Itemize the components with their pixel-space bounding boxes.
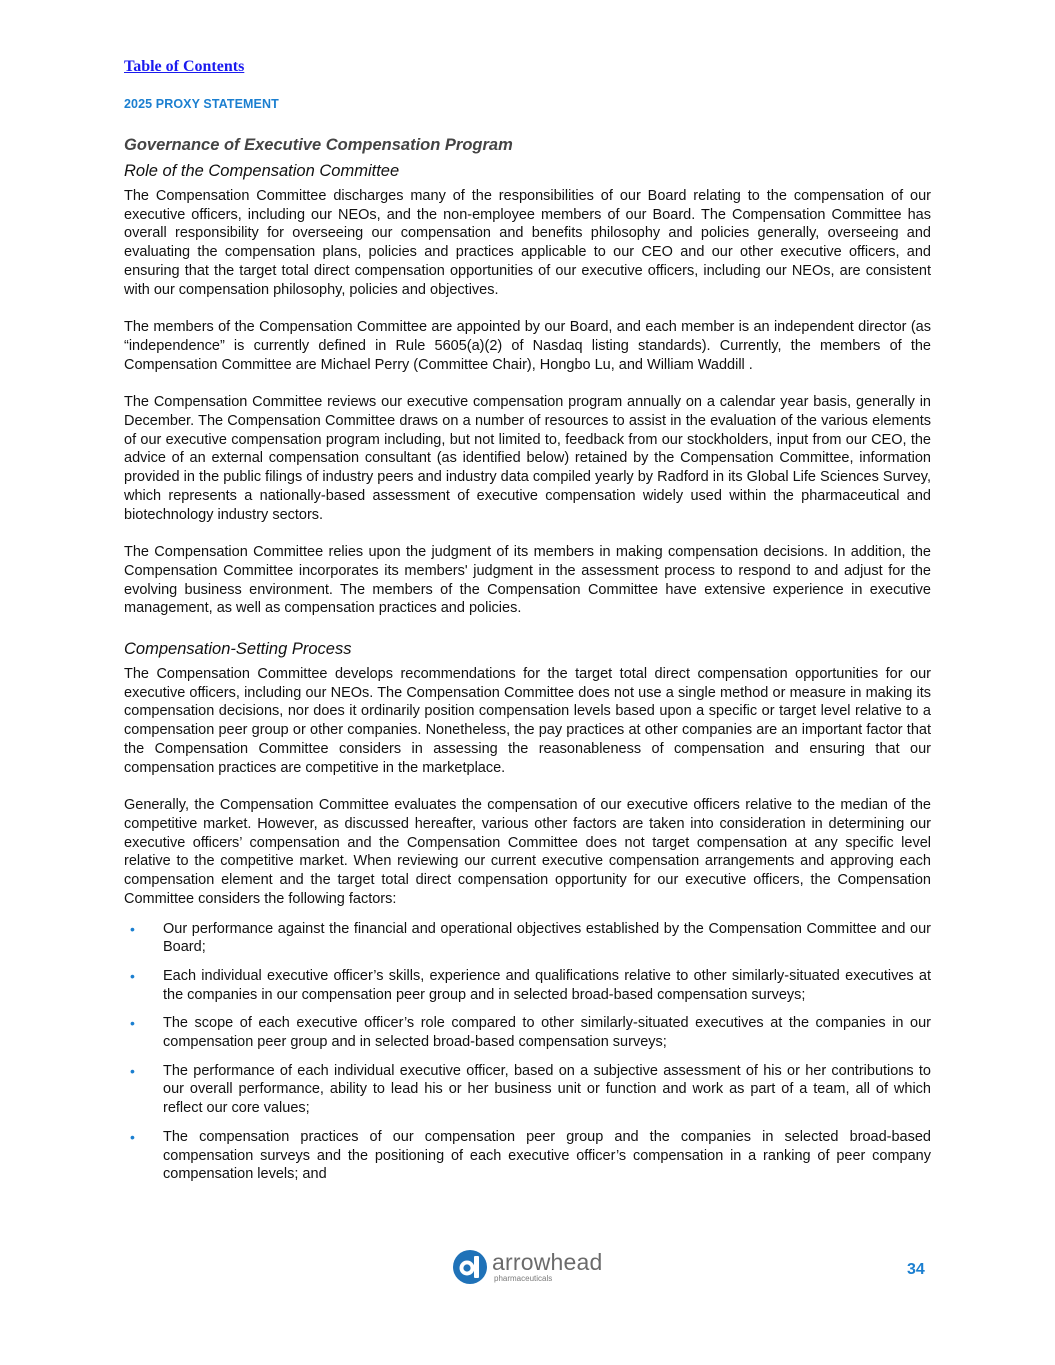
role-paragraph-4: The Compensation Committee relies upon the judgment of its members in making compensation decisions. In addition, the Compensation Committee incorporates its members' judgment in the assessment process to respond to and adjust for the evolving business environment. The members of the Compensation Committee have extensive experience in executive management, as well as compensation practices and policies. xyxy=(124,544,931,617)
list-item xyxy=(124,920,931,957)
page-content xyxy=(124,136,931,1194)
logo-wordmark: arrowhead xyxy=(492,1249,603,1275)
bullet-icon: • xyxy=(130,920,135,937)
process-heading: Compensation-Setting Process xyxy=(124,640,352,659)
list-item xyxy=(124,1062,931,1118)
role-heading: Role of the Compensation Committee xyxy=(124,162,400,180)
process-paragraph-2: Generally, the Compensation Committee evaluates the compensation of our executive officers relative to the median of the competitive market. However, as discussed hereafter, various other factors are taken into consideration in determining our executive officers’ compensation and the Compensation Committee does not target compensation at any specific level relative to the competitive market. When reviewing our current executive compensation arrangements and approving each compensation element and the target total direct compensation opportunity for our executive officers, the Compensation Committee considers the following factors: xyxy=(124,797,931,907)
page-number: 34 xyxy=(907,1261,925,1278)
list-item-text: Our performance against the financial and operational objectives established by the Compensation Committee and our Board; xyxy=(163,920,931,956)
list-item xyxy=(124,1128,931,1184)
list-item xyxy=(124,967,931,1004)
list-item-text: Each individual executive officer’s skills, experience and qualifications relative to other similarly-situated executives at the companies in our compensation peer group and in selected broad-based compensation surveys; xyxy=(163,967,931,1003)
list-item-text: The compensation practices of our compensation peer group and the companies in selected broad-based compensation surveys and the positioning of each executive officer’s compensation in a ranking of peer company compensation levels; and xyxy=(163,1128,931,1183)
list-item-text: The scope of each executive officer’s role compared to other similarly-situated executives at the companies in our compensation peer group and in selected broad-based compensation surveys; xyxy=(163,1015,931,1051)
bullet-icon: • xyxy=(130,967,135,984)
bullet-icon: • xyxy=(130,1062,135,1079)
role-paragraph-3: The Compensation Committee reviews our executive compensation program annually on a calendar year basis, generally in December. The Compensation Committee draws on a number of resources to assist in the evaluation of the various elements of our executive compensation program including, but not limited to, feedback from our stockholders, input from our CEO, the advice of an external compensation consultant (as identified below) retained by the Compensation Committee, information provided in the public filings of industry peers and industry data compiled yearly by Radford in its Global Life Sciences Survey, which represents a nationally-based assessment of executive compensation widely used within the pharmaceutical and biotechnology industry sectors. xyxy=(124,394,931,523)
logo-subtitle: pharmaceuticals xyxy=(494,1274,553,1283)
role-paragraph-1: The Compensation Committee discharges many of the responsibilities of our Board relating to the compensation of our executive officers, including our NEOs, and the non-employee members of our Board. The Compensation Committee has overall responsibility for overseeing our compensation and benefits philosophy and policies generally, overseeing and evaluating the compensation plans, policies and practices applicable to our CEO and our other executive officers, and ensuring that the target total direct compensation opportunities of our executive officers, including our NEOs, are consistent with our compensation philosophy, policies and objectives. xyxy=(124,188,931,298)
arrowhead-logo-icon xyxy=(452,1249,488,1285)
list-item xyxy=(124,1014,931,1051)
list-item-text: The performance of each individual executive officer, based on a subjective assessment of his or her contributions to our overall performance, ability to lead his or her business unit or function and work as part of a team, all of which reflect our core values; xyxy=(163,1062,931,1117)
section-title: Governance of Executive Compensation Program xyxy=(124,136,513,154)
company-logo xyxy=(452,1249,602,1285)
bullet-icon: • xyxy=(130,1015,135,1032)
factors-list xyxy=(124,920,931,1184)
process-paragraph-1: The Compensation Committee develops recommendations for the target total direct compensation opportunities for our executive officers, including our NEOs. The Compensation Committee does not use a single method or measure in making its compensation decisions, nor does it ordinarily position compensation levels based upon a specific or target level relative to a compensation peer group or other companies. Nonetheless, the pay practices at other companies are an important factor that the Compensation Committee considers in assessing the reasonableness of compensation and ensuring that our compensation practices are competitive in the marketplace. xyxy=(124,666,931,776)
role-paragraph-2: The members of the Compensation Committee are appointed by our Board, and each member is an independent director (as “independence” is currently defined in Rule 5605(a)(2) of Nasdaq listing standards). Currently, the members of the Compensation Committee are Michael Perry (Committee Chair), Hongbo Lu, and William Waddill . xyxy=(124,319,931,373)
bullet-icon: • xyxy=(130,1128,135,1145)
table-of-contents-link[interactable]: Table of Contents xyxy=(124,58,245,75)
running-header: 2025 PROXY STATEMENT xyxy=(124,97,279,111)
